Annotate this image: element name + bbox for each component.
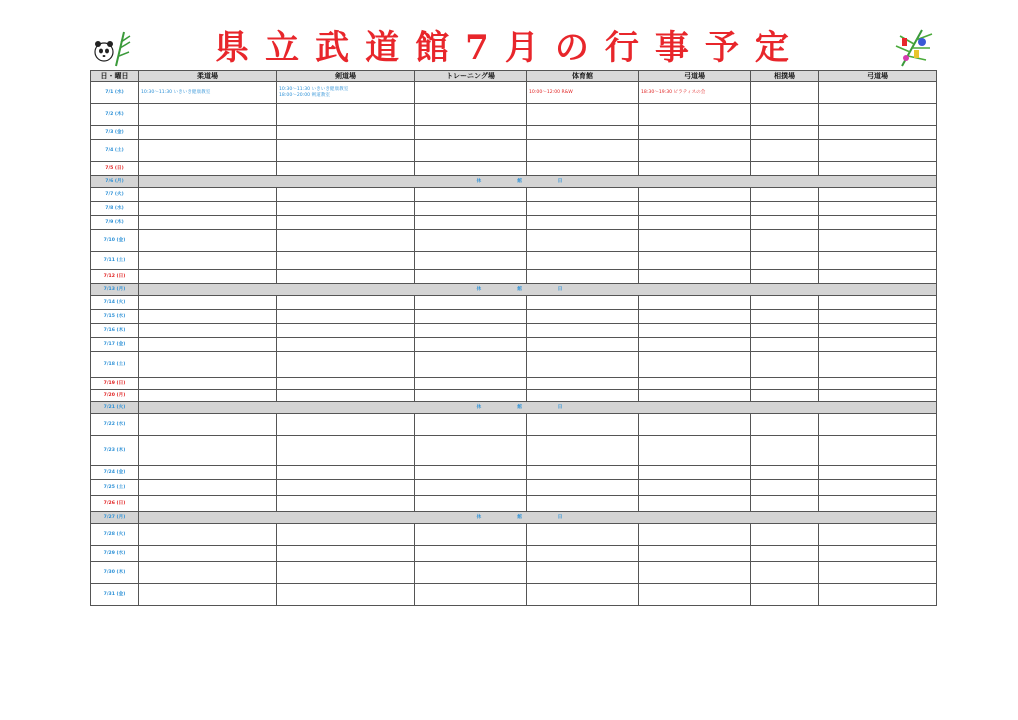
multipurpose-cell — [639, 546, 751, 562]
multipurpose-cell — [639, 496, 751, 512]
multipurpose-cell — [639, 82, 751, 104]
date-cell: 7/4 (土) — [91, 140, 139, 162]
gym-cell — [527, 104, 639, 126]
date-cell: 7/2 (木) — [91, 104, 139, 126]
kendo-cell — [277, 562, 415, 584]
judo-cell — [139, 414, 277, 436]
multipurpose-cell — [639, 390, 751, 402]
table-row — [91, 436, 937, 466]
multipurpose-cell — [639, 140, 751, 162]
sumo-cell — [751, 126, 819, 140]
table-row — [91, 352, 937, 378]
date-cell: 7/12 (日) — [91, 270, 139, 284]
training-cell — [415, 524, 527, 546]
gym-cell — [527, 310, 639, 324]
sumo-cell — [751, 324, 819, 338]
gym-cell — [527, 202, 639, 216]
kendo-cell — [277, 270, 415, 284]
title-bar — [90, 26, 936, 70]
archery-cell — [819, 140, 937, 162]
sumo-cell — [751, 466, 819, 480]
archery-cell — [819, 584, 937, 606]
date-cell: 7/8 (水) — [91, 202, 139, 216]
judo-cell — [139, 584, 277, 606]
gym-cell — [527, 584, 639, 606]
gym-cell — [527, 436, 639, 466]
judo-cell — [139, 524, 277, 546]
date-cell: 7/18 (土) — [91, 352, 139, 378]
judo-cell — [139, 162, 277, 176]
table-row — [91, 414, 937, 436]
sumo-cell — [751, 524, 819, 546]
kendo-cell — [277, 230, 415, 252]
sumo-cell — [751, 338, 819, 352]
archery-cell — [819, 436, 937, 466]
gym-cell — [527, 414, 639, 436]
sumo-cell — [751, 230, 819, 252]
gym-cell — [527, 162, 639, 176]
sumo-cell — [751, 352, 819, 378]
training-cell — [415, 310, 527, 324]
training-cell — [415, 296, 527, 310]
header-multipurpose-hall: 弓道場 — [639, 71, 751, 82]
sumo-cell — [751, 496, 819, 512]
sumo-cell — [751, 310, 819, 324]
sumo-cell — [751, 414, 819, 436]
multipurpose-cell — [639, 162, 751, 176]
multipurpose-cell — [639, 352, 751, 378]
multipurpose-cell — [639, 562, 751, 584]
date-cell: 7/5 (日) — [91, 162, 139, 176]
archery-cell — [819, 378, 937, 390]
kendo-cell — [277, 414, 415, 436]
archery-cell — [819, 480, 937, 496]
table-row — [91, 324, 937, 338]
judo-cell — [139, 140, 277, 162]
judo-cell — [139, 562, 277, 584]
kendo-cell — [277, 216, 415, 230]
header-archery-range: 弓道場 — [819, 71, 937, 82]
gym-cell — [527, 140, 639, 162]
multipurpose-cell — [639, 310, 751, 324]
training-cell — [415, 140, 527, 162]
date-cell: 7/27 (月) — [91, 512, 139, 524]
header-date: 日・曜日 — [91, 71, 139, 82]
date-cell: 7/29 (水) — [91, 546, 139, 562]
footer — [100, 688, 936, 700]
archery-cell — [819, 352, 937, 378]
date-cell: 7/22 (水) — [91, 414, 139, 436]
date-cell: 7/30 (木) — [91, 562, 139, 584]
date-cell: 7/28 (火) — [91, 524, 139, 546]
multipurpose-cell — [639, 252, 751, 270]
training-cell — [415, 496, 527, 512]
judo-cell — [139, 216, 277, 230]
training-cell — [415, 562, 527, 584]
gym-cell — [527, 524, 639, 546]
closed-day-label: 休館日 — [139, 176, 937, 188]
training-cell — [415, 230, 527, 252]
date-cell: 7/20 (月) — [91, 390, 139, 402]
table-row — [91, 546, 937, 562]
date-cell: 7/25 (土) — [91, 480, 139, 496]
multipurpose-cell — [639, 216, 751, 230]
training-cell — [415, 338, 527, 352]
kendo-cell — [277, 496, 415, 512]
judo-cell — [139, 296, 277, 310]
sumo-cell — [751, 562, 819, 584]
kendo-cell — [277, 378, 415, 390]
judo-cell — [139, 252, 277, 270]
table-row — [91, 338, 937, 352]
judo-cell — [139, 202, 277, 216]
gym-cell — [527, 126, 639, 140]
sumo-cell — [751, 546, 819, 562]
kendo-cell — [277, 310, 415, 324]
judo-cell — [139, 338, 277, 352]
kendo-cell — [277, 296, 415, 310]
training-cell — [415, 216, 527, 230]
date-cell: 7/15 (水) — [91, 310, 139, 324]
archery-cell — [819, 296, 937, 310]
multipurpose-cell — [639, 296, 751, 310]
event-entry: 10:00〜12:00 R&W — [529, 89, 573, 95]
closed-row — [91, 284, 937, 296]
training-cell — [415, 82, 527, 104]
judo-cell — [139, 480, 277, 496]
date-cell: 7/9 (木) — [91, 216, 139, 230]
closed-day-label: 休館日 — [139, 402, 937, 414]
table-row — [91, 496, 937, 512]
gym-cell — [527, 378, 639, 390]
judo-cell — [139, 188, 277, 202]
archery-cell — [819, 230, 937, 252]
schedule-body — [91, 82, 937, 606]
sumo-cell — [751, 188, 819, 202]
closed-day-label: 休館日 — [139, 284, 937, 296]
sumo-cell — [751, 216, 819, 230]
gym-cell — [527, 338, 639, 352]
archery-cell — [819, 414, 937, 436]
table-row — [91, 188, 937, 202]
date-cell: 7/11 (土) — [91, 252, 139, 270]
multipurpose-cell — [639, 584, 751, 606]
closed-row — [91, 176, 937, 188]
date-cell: 7/13 (月) — [91, 284, 139, 296]
kendo-cell — [277, 104, 415, 126]
kendo-cell — [277, 252, 415, 270]
header-sumo-ring: 相撲場 — [751, 71, 819, 82]
sumo-cell — [751, 202, 819, 216]
training-cell — [415, 546, 527, 562]
archery-cell — [819, 546, 937, 562]
date-cell: 7/7 (火) — [91, 188, 139, 202]
judo-cell — [139, 270, 277, 284]
table-row — [91, 202, 937, 216]
training-cell — [415, 436, 527, 466]
judo-cell — [139, 82, 277, 104]
training-cell — [415, 378, 527, 390]
table-row — [91, 390, 937, 402]
date-cell: 7/31 (金) — [91, 584, 139, 606]
table-row — [91, 466, 937, 480]
training-cell — [415, 252, 527, 270]
training-cell — [415, 390, 527, 402]
tanabata-bamboo-icon — [892, 28, 936, 68]
sumo-cell — [751, 480, 819, 496]
kendo-cell — [277, 584, 415, 606]
multipurpose-cell — [639, 126, 751, 140]
gym-cell — [527, 352, 639, 378]
judo-cell — [139, 104, 277, 126]
training-cell — [415, 270, 527, 284]
archery-cell — [819, 162, 937, 176]
archery-cell — [819, 466, 937, 480]
sumo-cell — [751, 296, 819, 310]
judo-cell — [139, 496, 277, 512]
multipurpose-cell — [639, 230, 751, 252]
closed-row — [91, 512, 937, 524]
kendo-cell — [277, 82, 415, 104]
training-cell — [415, 352, 527, 378]
kendo-cell — [277, 126, 415, 140]
gym-cell — [527, 496, 639, 512]
table-row — [91, 252, 937, 270]
judo-cell — [139, 390, 277, 402]
gym-cell — [527, 82, 639, 104]
archery-cell — [819, 390, 937, 402]
archery-cell — [819, 126, 937, 140]
closed-row — [91, 402, 937, 414]
kendo-cell — [277, 352, 415, 378]
gym-cell — [527, 216, 639, 230]
archery-cell — [819, 216, 937, 230]
judo-cell — [139, 126, 277, 140]
gym-cell — [527, 188, 639, 202]
closed-day-label: 休館日 — [139, 512, 937, 524]
table-row — [91, 140, 937, 162]
table-row — [91, 524, 937, 546]
archery-cell — [819, 338, 937, 352]
sumo-cell — [751, 270, 819, 284]
header-row — [91, 71, 937, 82]
kendo-cell — [277, 162, 415, 176]
gym-cell — [527, 546, 639, 562]
judo-cell — [139, 466, 277, 480]
gym-cell — [527, 390, 639, 402]
header-gymnasium: 体育館 — [527, 71, 639, 82]
sumo-cell — [751, 162, 819, 176]
archery-cell — [819, 82, 937, 104]
multipurpose-cell — [639, 270, 751, 284]
gym-cell — [527, 466, 639, 480]
date-cell: 7/14 (火) — [91, 296, 139, 310]
sumo-cell — [751, 82, 819, 104]
multipurpose-cell — [639, 202, 751, 216]
archery-cell — [819, 562, 937, 584]
training-cell — [415, 126, 527, 140]
event-entry: 18:00〜20:00 剣道教室 — [279, 92, 330, 98]
multipurpose-cell — [639, 524, 751, 546]
date-cell: 7/3 (金) — [91, 126, 139, 140]
multipurpose-cell — [639, 104, 751, 126]
gym-cell — [527, 270, 639, 284]
training-cell — [415, 584, 527, 606]
kendo-cell — [277, 480, 415, 496]
event-entry: 10:30〜11:30 いきいき健康教室 — [279, 86, 349, 92]
sumo-cell — [751, 378, 819, 390]
multipurpose-cell — [639, 378, 751, 390]
table-row — [91, 126, 937, 140]
multipurpose-cell — [639, 324, 751, 338]
archery-cell — [819, 252, 937, 270]
table-row — [91, 104, 937, 126]
gym-cell — [527, 562, 639, 584]
archery-cell — [819, 202, 937, 216]
judo-cell — [139, 230, 277, 252]
header-training-hall: トレーニング場 — [415, 71, 527, 82]
table-row — [91, 82, 937, 104]
archery-cell — [819, 104, 937, 126]
page-title: 県立武道館7月の行事予定 — [215, 28, 805, 68]
kendo-cell — [277, 524, 415, 546]
gym-cell — [527, 296, 639, 310]
sumo-cell — [751, 436, 819, 466]
panda-bamboo-icon — [90, 28, 132, 68]
date-cell: 7/6 (月) — [91, 176, 139, 188]
kendo-cell — [277, 188, 415, 202]
header-judo-hall: 柔道場 — [139, 71, 277, 82]
date-cell: 7/1 (水) — [91, 82, 139, 104]
multipurpose-cell — [639, 480, 751, 496]
table-row — [91, 584, 937, 606]
training-cell — [415, 104, 527, 126]
training-cell — [415, 480, 527, 496]
sumo-cell — [751, 104, 819, 126]
training-cell — [415, 324, 527, 338]
sumo-cell — [751, 584, 819, 606]
gym-cell — [527, 230, 639, 252]
date-cell: 7/21 (火) — [91, 402, 139, 414]
kendo-cell — [277, 546, 415, 562]
archery-cell — [819, 496, 937, 512]
gym-cell — [527, 324, 639, 338]
table-row — [91, 378, 937, 390]
archery-cell — [819, 324, 937, 338]
date-cell: 7/23 (木) — [91, 436, 139, 466]
table-row — [91, 562, 937, 584]
kendo-cell — [277, 338, 415, 352]
judo-cell — [139, 324, 277, 338]
color-legend — [518, 688, 548, 700]
schedule-table — [90, 70, 937, 606]
sumo-cell — [751, 252, 819, 270]
header-kendo-hall: 剣道場 — [277, 71, 415, 82]
event-entry: 18:30〜19:30 ピラティスの会 — [641, 89, 706, 95]
sumo-cell — [751, 140, 819, 162]
kendo-cell — [277, 324, 415, 338]
judo-cell — [139, 546, 277, 562]
training-cell — [415, 466, 527, 480]
table-row — [91, 296, 937, 310]
table-row — [91, 310, 937, 324]
archery-cell — [819, 270, 937, 284]
training-cell — [415, 414, 527, 436]
multipurpose-cell — [639, 338, 751, 352]
date-cell: 7/19 (日) — [91, 378, 139, 390]
sumo-cell — [751, 390, 819, 402]
judo-cell — [139, 436, 277, 466]
judo-cell — [139, 310, 277, 324]
kendo-cell — [277, 140, 415, 162]
kendo-cell — [277, 466, 415, 480]
training-cell — [415, 202, 527, 216]
date-cell: 7/16 (木) — [91, 324, 139, 338]
date-cell: 7/17 (金) — [91, 338, 139, 352]
kendo-cell — [277, 436, 415, 466]
multipurpose-cell — [639, 436, 751, 466]
table-row — [91, 230, 937, 252]
kendo-cell — [277, 390, 415, 402]
table-row — [91, 270, 937, 284]
kendo-cell — [277, 202, 415, 216]
event-entry: 10:30〜11:30 いきいき健康教室 — [141, 89, 211, 95]
table-row — [91, 216, 937, 230]
multipurpose-cell — [639, 414, 751, 436]
gym-cell — [527, 480, 639, 496]
judo-cell — [139, 378, 277, 390]
training-cell — [415, 162, 527, 176]
judo-cell — [139, 352, 277, 378]
archery-cell — [819, 188, 937, 202]
archery-cell — [819, 524, 937, 546]
gym-cell — [527, 252, 639, 270]
date-cell: 7/24 (金) — [91, 466, 139, 480]
training-cell — [415, 188, 527, 202]
multipurpose-cell — [639, 188, 751, 202]
multipurpose-cell — [639, 466, 751, 480]
table-row — [91, 162, 937, 176]
date-cell: 7/26 (日) — [91, 496, 139, 512]
table-row — [91, 480, 937, 496]
date-cell: 7/10 (金) — [91, 230, 139, 252]
archery-cell — [819, 310, 937, 324]
